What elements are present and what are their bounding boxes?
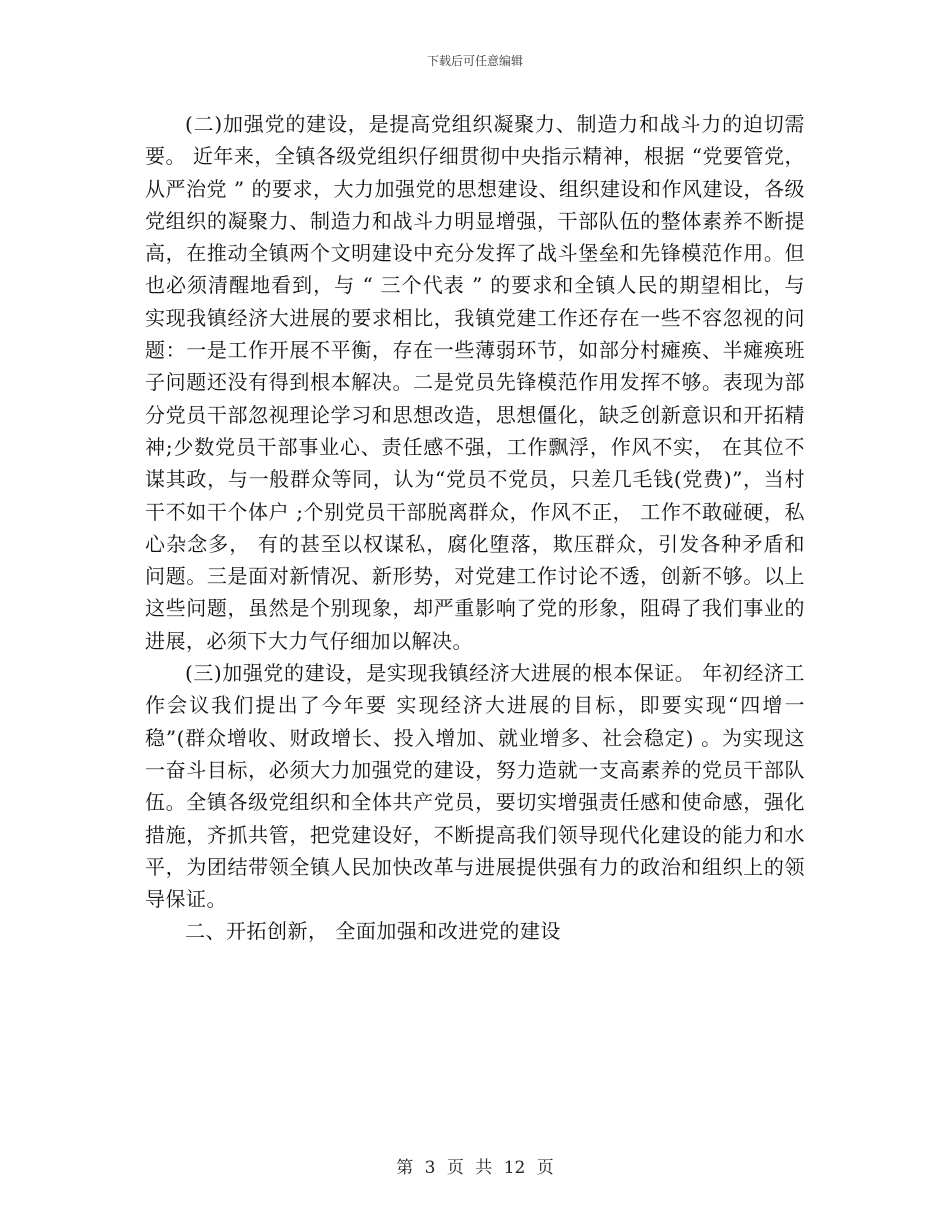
paragraph-economic-guarantee: (三)加强党的建设，是实现我镇经济大进展的根本保证。 年初经济工作会议我们提出了今年要 实现经济大进展的目标，即要实现“四增一稳”(群众增收、财政增长、投入增加、就业增多、社会稳定) 。为实现这一奋斗目标，必须大力加强党的建设，努力造就一支高素养的党员干部队伍。全镇各级党组织和全体共产党员，要切实增强责任感和使命感，强化措施，齐抓共管，把党建设好，不断提高我们领导现代化建设的能力和水平，为团结带领全镇人民加快改革与进展提供强有力的政治和组织上的领导保证。 [145,661,805,912]
document-body [145,108,805,948]
section-heading-innovation: 二、开拓创新， 全面加强和改进党的建设 [185,919,561,944]
page-header: 下载后可任意编辑 [426,54,523,68]
paragraph-party-building-necessity: (二)加强党的建设，是提高党组织凝聚力、制造力和战斗力的迫切需要。 近年来，全镇各级党组织仔细贯彻中央指示精神，根据 “党要管党，从严治党 ” 的要求，大力加强党的思想建设、组织建设和作风建设，各级党组织的凝聚力、制造力和战斗力明显增强，干部队伍的整体素养不断提高，在推动全镇两个文明建设中充分发挥了战斗堡垒和先锋模范作用。但也必须清醒地看到，与 “ 三个代表 ” 的要求和全镇人民的期望相比，与实现我镇经济大进展的要求相比，我镇党建工作还存在一些不容忽视的问题：一是工作开展不平衡，存在一些薄弱环节，如部分村瘫痪、半瘫痪班子问题还没有得到根本解决。二是党员先锋模范作用发挥不够。表现为部分党员干部忽视理论学习和思想改造，思想僵化，缺乏创新意识和开拓精神;少数党员干部事业心、责任感不强，工作飘浮，作风不实， 在其位不谋其政，与一般群众等同，认为“党员不党员，只差几毛钱(党费)”，当村干不如干个体户 ;个别党员干部脱离群众，作风不正， 工作不敢碰硬，私心杂念多， 有的甚至以权谋私，腐化堕落，欺压群众，引发各种矛盾和问题。三是面对新情况、新形势，对党建工作讨论不透，创新不够。以上这些问题，虽然是个别现象，却严重影响了党的形象，阻碍了我们事业的进展，必须下大力气仔细加以解决。 [145,112,805,653]
page-number: 第 3 页 共 12 页 [396,1158,554,1178]
